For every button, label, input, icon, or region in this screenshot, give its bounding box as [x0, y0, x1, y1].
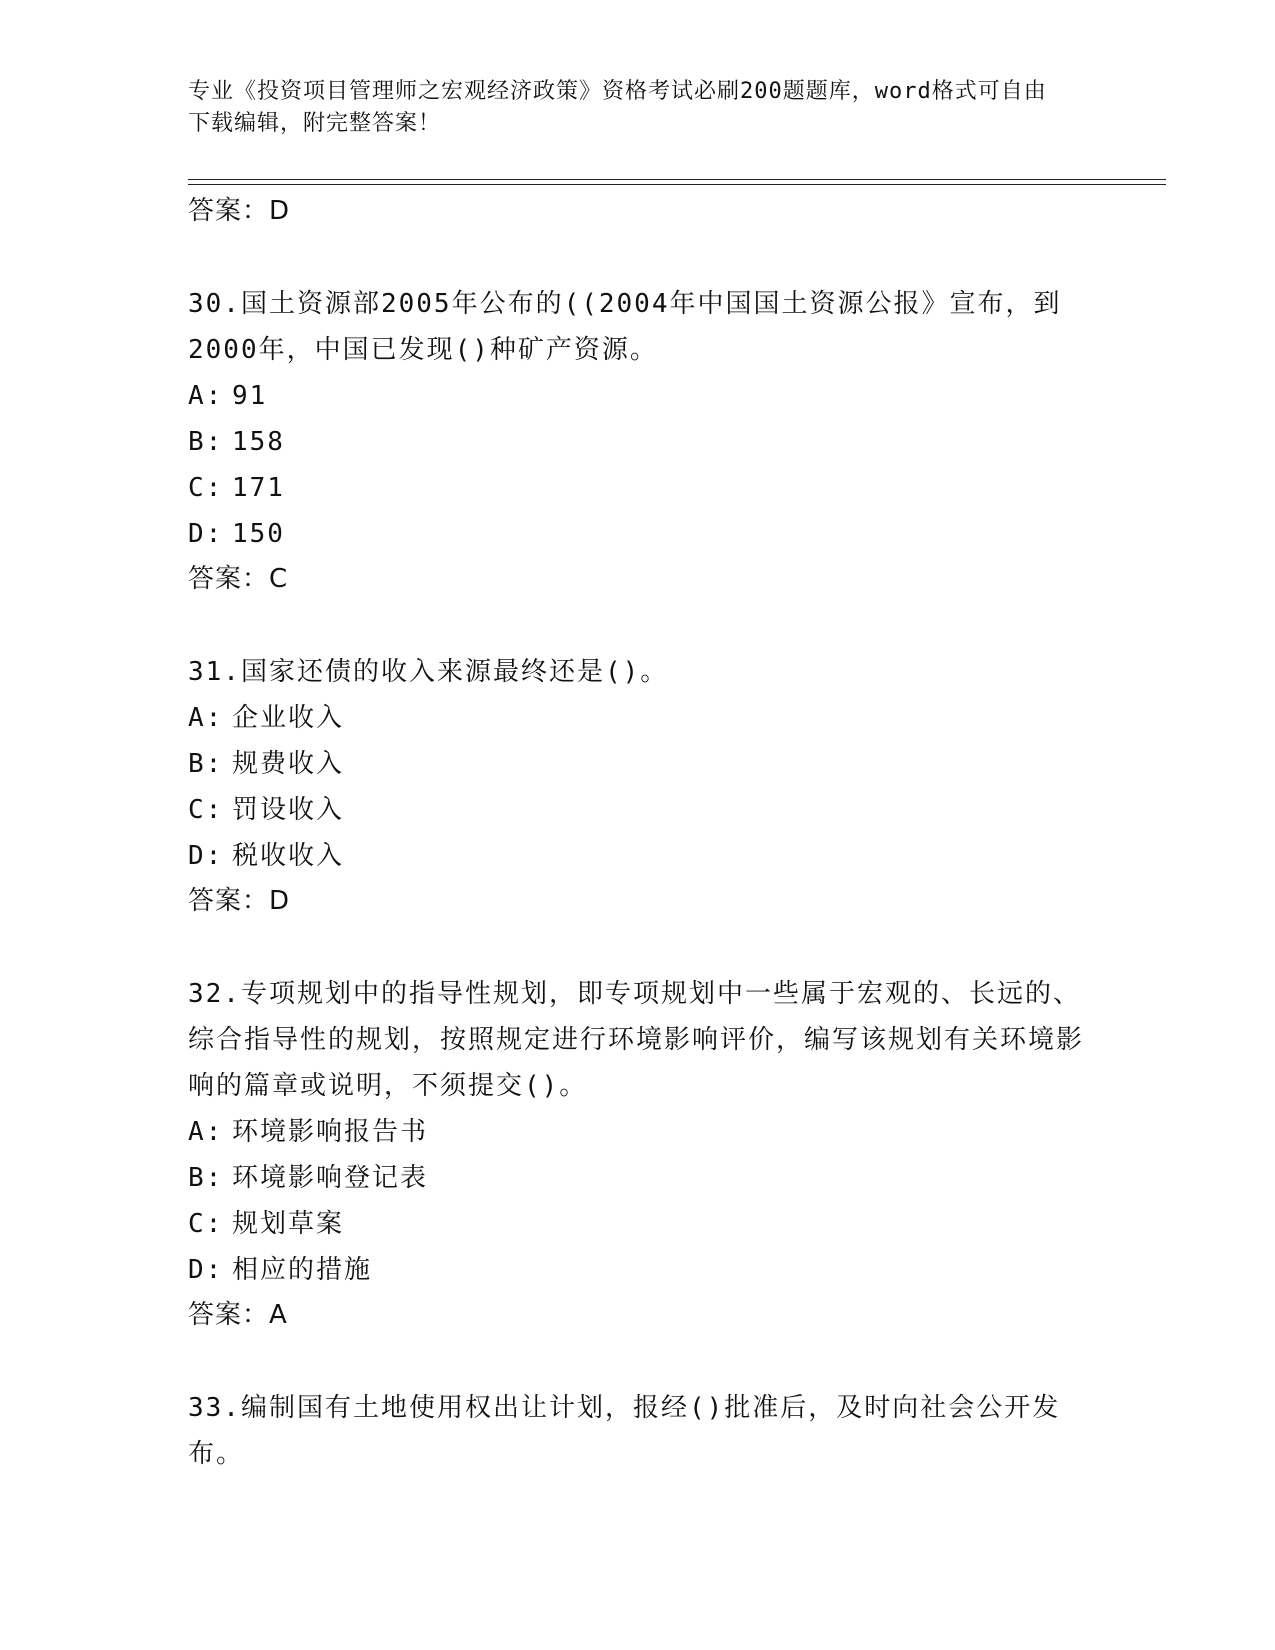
option-letter: A: — [188, 381, 224, 411]
answer-line: 答案：D — [188, 886, 291, 916]
option-c — [188, 465, 1088, 511]
question-list — [188, 189, 1088, 1477]
question-text: 33.编制国有土地使用权出让计划，报经()批准后，及时向社会公开发布。 — [188, 1393, 1061, 1469]
option-letter: A: — [188, 1117, 224, 1147]
option-a — [188, 695, 1088, 741]
option-d — [188, 511, 1088, 557]
header-rule-bottom — [188, 184, 1166, 185]
option-b — [188, 419, 1088, 465]
option-d — [188, 833, 1088, 879]
option-text: 环境影响报告书 — [232, 1117, 429, 1147]
option-letter: C: — [188, 473, 224, 503]
document-header: 专业《投资项目管理师之宏观经济政策》资格考试必刷200题题库，word格式可自由下载编辑，附完整答案！ — [188, 79, 1047, 136]
option-letter: B: — [188, 1163, 224, 1193]
option-c — [188, 787, 1088, 833]
question-text: 31.国家还债的收入来源最终还是()。 — [188, 657, 669, 687]
answer-line: 答案：D — [188, 196, 291, 226]
question-text: 32.专项规划中的指导性规划，即专项规划中一些属于宏观的、长远的、综合指导性的规划，按照规定进行环境影响评价，编写该规划有关环境影响的篇章或说明，不须提交()。 — [188, 979, 1085, 1101]
option-text: 171 — [232, 473, 285, 503]
option-text: 税收收入 — [232, 841, 345, 871]
option-text: 158 — [232, 427, 285, 457]
option-letter: B: — [188, 427, 224, 457]
option-text: 规划草案 — [232, 1209, 345, 1239]
option-a — [188, 1109, 1088, 1155]
option-c — [188, 1201, 1088, 1247]
question-text: 30.国土资源部2005年公布的((2004年中国国土资源公报》宣布，到2000年，中国已发现()种矿产资源。 — [188, 289, 1062, 365]
option-text: 规费收入 — [232, 749, 345, 779]
header-rule-top — [188, 179, 1166, 180]
option-d — [188, 1247, 1088, 1293]
option-text: 环境影响登记表 — [232, 1163, 429, 1193]
option-text: 91 — [232, 381, 268, 411]
option-letter: B: — [188, 749, 224, 779]
option-letter: C: — [188, 795, 224, 825]
option-b — [188, 741, 1088, 787]
option-letter: C: — [188, 1209, 224, 1239]
option-letter: D: — [188, 519, 224, 549]
answer-line: 答案：A — [188, 1300, 288, 1330]
option-text: 企业收入 — [232, 703, 345, 733]
option-letter: D: — [188, 1255, 224, 1285]
option-b — [188, 1155, 1088, 1201]
option-text: 相应的措施 — [232, 1255, 373, 1285]
option-letter: D: — [188, 841, 224, 871]
option-letter: A: — [188, 703, 224, 733]
option-text: 150 — [232, 519, 285, 549]
answer-line: 答案：C — [188, 564, 289, 594]
option-text: 罚设收入 — [232, 795, 345, 825]
option-a — [188, 373, 1088, 419]
